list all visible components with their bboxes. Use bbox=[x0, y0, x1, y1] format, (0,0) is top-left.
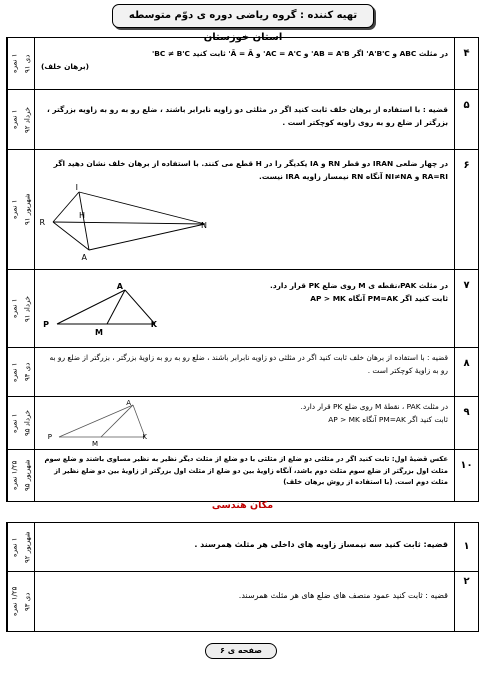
exam-date: دی ۹۱ bbox=[23, 54, 32, 73]
exam-date: خرداد ۹۲ bbox=[23, 106, 32, 133]
problem-number: ۱۰ bbox=[455, 450, 479, 502]
problem-number: ۶ bbox=[455, 150, 479, 270]
problem-number: ۱ bbox=[455, 523, 479, 572]
exam-date: دی ۹۳ bbox=[23, 592, 32, 611]
problem-number: ۲ bbox=[455, 572, 479, 632]
problem-row bbox=[7, 90, 479, 150]
problem-text bbox=[35, 348, 455, 397]
quadrilateral-iran-figure bbox=[39, 182, 215, 262]
score: ۱ نمره bbox=[7, 90, 21, 149]
problem-row bbox=[7, 150, 479, 270]
score: ۱ نمره bbox=[7, 38, 21, 89]
problem-row bbox=[7, 450, 479, 502]
vertex-label: M bbox=[95, 328, 103, 337]
problem-number: ۷ bbox=[455, 270, 479, 348]
problem-row bbox=[7, 348, 479, 397]
problem-statement-2: ثابت کنید اگر PM=AK آنگاه AP > MK bbox=[328, 414, 448, 424]
problem-text bbox=[35, 572, 455, 632]
problem-row bbox=[7, 38, 479, 90]
score: ۱ نمره bbox=[7, 397, 21, 449]
problem-text bbox=[35, 523, 455, 572]
problem-text bbox=[35, 450, 455, 502]
problem-statement: قضیه: ثابت کنید سه نیمساز زاویه های داخلی هر مثلث همرسند . bbox=[194, 540, 448, 549]
problem-statement: در مثلث PAK،نقطه ی M روی ضلع PK قرار دارد. bbox=[270, 281, 448, 290]
triangle-pak-figure bbox=[43, 282, 179, 340]
problem-statement: عکس قضیهٔ اول: ثابت کنید اگر در مثلثی دو ضلع از مثلثی با دو ضلع از مثلث دیگر نظیر به نظیر مساوی باشند و ضلع سوم مثلث اول بزرگتر از ضلع سوم مثلث دوم باشد، آنگاه زاویهٔ بین دو ضلع از مثلث اول بزرگتر از زاویهٔ بین دو ضلع نظیر از مثلث دوم است. (با استفاده از روش برهان خلف) bbox=[44, 455, 448, 486]
problem-row bbox=[7, 270, 479, 348]
problem-number: ۹ bbox=[455, 397, 479, 450]
problem-meta bbox=[7, 572, 35, 632]
triangle-pak-figure bbox=[49, 399, 179, 449]
problems-table bbox=[6, 37, 479, 502]
problem-meta bbox=[7, 450, 35, 502]
problem-meta bbox=[7, 90, 35, 150]
vertex-label: P bbox=[47, 433, 52, 441]
vertex-label: M bbox=[91, 440, 98, 448]
problem-statement: قضیه : ثابت کنید عمود منصف های ضلع های هر مثلث همرسند. bbox=[238, 591, 448, 600]
problem-meta bbox=[7, 38, 35, 90]
score: ۱ نمره bbox=[7, 150, 21, 269]
vertex-label: K bbox=[142, 433, 147, 441]
problem-text bbox=[35, 38, 455, 90]
problem-number: ۸ bbox=[455, 348, 479, 397]
exam-date: شهریور ۹۱ bbox=[23, 193, 32, 226]
problem-meta bbox=[7, 523, 35, 572]
problem-row bbox=[7, 397, 479, 450]
problem-statement: قضیه : با استفاده از برهان خلف ثابت کنید اگر در مثلثی دو زاویه نابرابر باشند ، ضلع رو به رو به زاویهٔ بزرگتر ، بزرگتر از ضلع رو به رو به زاویهٔ کوچکتر است . bbox=[49, 353, 448, 375]
exam-date: دی ۹۴ bbox=[23, 362, 32, 382]
problem-meta bbox=[7, 348, 35, 397]
problem-statement-2: ثابت کنید اگر PM=AK آنگاه AP > MK bbox=[310, 293, 448, 303]
problem-note: (برهان خلف) bbox=[41, 61, 90, 71]
vertex-label: A bbox=[116, 282, 123, 291]
vertex-label: A bbox=[126, 399, 131, 407]
score: ۱/۲۵ نمره bbox=[7, 572, 21, 631]
page-header: تهیه کننده : گروه ریاضی دوره ی دوّم متوسطه استان خوزستان bbox=[112, 4, 374, 28]
problem-meta bbox=[7, 270, 35, 348]
problem-text bbox=[35, 397, 455, 450]
problem-statement: در مثلث ABC و A'B'C' اگر AB = A'B' و AC = A'C' و Ā = Ā' ثابت کنید BC ≠ B'C' bbox=[151, 49, 448, 58]
problem-number: ۴ bbox=[455, 38, 479, 90]
locus-problems-table bbox=[6, 522, 479, 632]
problem-text bbox=[35, 90, 455, 150]
problem-text bbox=[35, 270, 455, 348]
problem-meta bbox=[7, 397, 35, 450]
vertex-label: N bbox=[201, 221, 207, 230]
vertex-label: H bbox=[78, 211, 85, 220]
vertex-label: P bbox=[43, 320, 49, 329]
problem-row bbox=[7, 572, 479, 632]
exam-date: شهریور ۹۲ bbox=[23, 531, 32, 563]
score: ۱ نمره bbox=[7, 523, 21, 571]
problem-row bbox=[7, 523, 479, 572]
vertex-label: R bbox=[39, 218, 45, 227]
exam-date: خرداد ۹۵ bbox=[23, 409, 32, 437]
problem-text bbox=[35, 150, 455, 270]
vertex-label: A bbox=[81, 253, 87, 262]
problem-statement: در چهار ضلعی IRAN دو قطر RN و IA یکدیگر را در H قطع می کنند. با استفاده از برهان خلف نشان دهید اگر RA=RI و NI≠NA آنگاه RN نیمساز زاویه IRA نیست. bbox=[53, 159, 448, 181]
section-title: مکان هندسی bbox=[211, 500, 274, 511]
problem-number: ۵ bbox=[455, 90, 479, 150]
page-number-badge: صفحه ی ۶ bbox=[205, 643, 277, 659]
exam-date: خرداد ۹۱ bbox=[23, 295, 32, 322]
problem-statement: قضیه : با استفاده از برهان خلف ثابت کنید اگر در مثلثی دو زاویه نابرابر باشند ، ضلع رو به رو به زاویه بزرگتر ، بزرگتر از ضلع رو به روی زاویه کوچکتر است . bbox=[47, 105, 448, 127]
problem-statement: در مثلث PAK ، نقطهٔ M روی ضلع PK قرار دارد. bbox=[300, 402, 448, 411]
score: ۱ نمره bbox=[7, 348, 21, 396]
problem-meta bbox=[7, 150, 35, 270]
vertex-label: K bbox=[150, 320, 157, 329]
vertex-label: I bbox=[75, 183, 78, 192]
exam-date: شهریور ۹۵ bbox=[23, 459, 32, 492]
score: ۱/۲۵ نمره bbox=[7, 450, 21, 501]
score: ۱ نمره bbox=[7, 270, 21, 347]
